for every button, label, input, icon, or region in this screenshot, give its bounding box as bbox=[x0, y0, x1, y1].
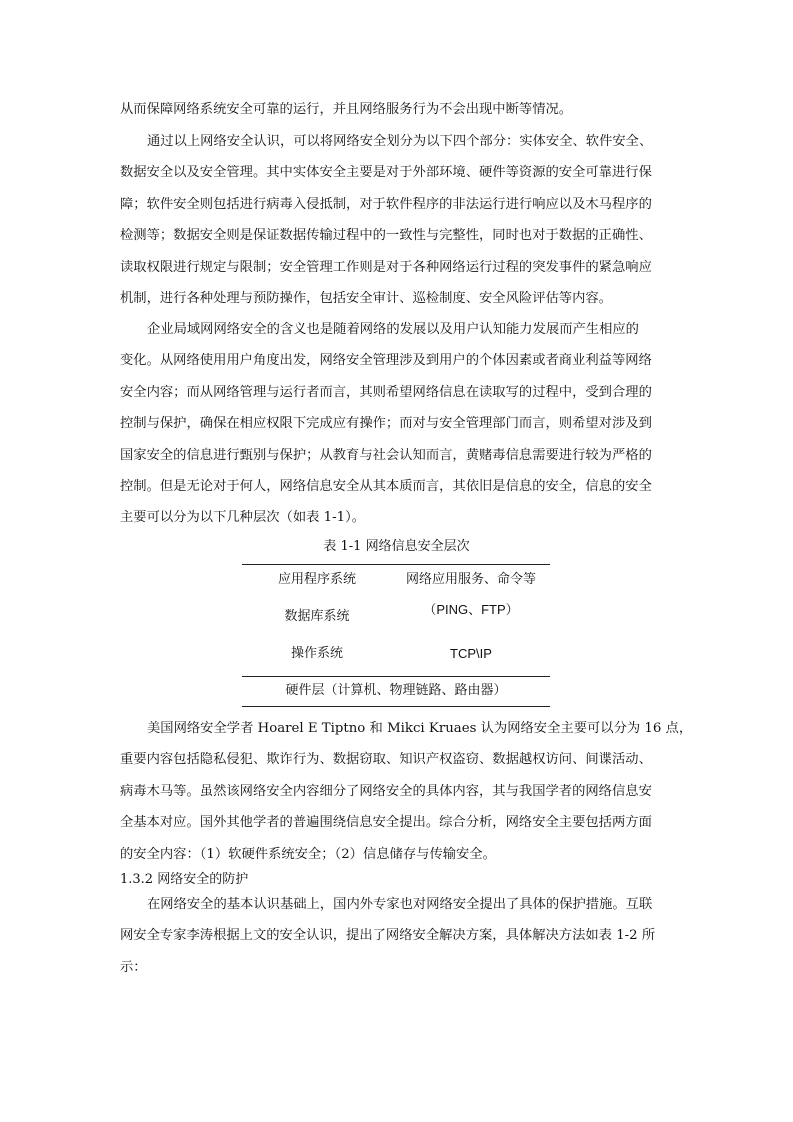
table-caption: 表 1-1 网络信息安全层次 bbox=[323, 539, 470, 554]
text-line: 重要内容包括隐私侵犯、欺诈行为、数据窃取、知识产权盗窃、数据越权访问、间谍活动、 bbox=[120, 752, 652, 768]
text-line: 全基本对应。国外其他学者的普遍围绕信息安全提出。综合分析，网络安全主要包括两方面 bbox=[120, 815, 652, 831]
paragraph bbox=[120, 126, 676, 314]
table-mid-rule bbox=[242, 676, 550, 677]
text-line: 检测等；数据安全则是保证数据传输过程中的一致性与完整性，同时也对于数据的正确性、 bbox=[120, 228, 652, 244]
table-bottom-rule bbox=[242, 706, 550, 707]
paragraph bbox=[120, 889, 676, 983]
text-line: 病毒木马等。虽然该网络安全内容细分了网络安全的具体内容，其与我国学者的网络信息安 bbox=[120, 783, 652, 799]
table-top-rule bbox=[242, 564, 550, 565]
text-line: 主要可以分为以下几种层次（如表 1-1）。 bbox=[120, 510, 366, 526]
text-line: 控制与保护，确保在相应权限下完成应有操作；而对与安全管理部门而言，则希望对涉及到 bbox=[120, 416, 652, 432]
text-line: 的安全内容：（1）软硬件系统安全；（2）信息储存与传输安全。 bbox=[120, 846, 496, 862]
text-line: 从而保障网络系统安全可靠的运行，并且网络服务行为不会出现中断等情况。 bbox=[120, 102, 573, 117]
text-line: 障；软件安全则包括进行病毒入侵抵制，对于软件程序的非法运行进行响应以及木马程序的 bbox=[120, 196, 652, 212]
text-line: 安全内容；而从网络管理与运行者而言，其则希望网络信息在读取写的过程中，受到合理的 bbox=[120, 384, 652, 400]
text-line: 国家安全的信息进行甄别与保护；从教育与社会认知而言，黄赌毒信息需要进行较为严格的 bbox=[120, 447, 652, 463]
text-line: 美国网络安全学者 Hoarel E Tiptno 和 Mikci Kruaes 认为网络安全主要可以分为 16 点， bbox=[147, 721, 693, 736]
text-line: 通过以上网络安全认识，可以将网络安全划分为以下四个部分：实体安全、软件安全、 bbox=[147, 134, 653, 149]
text-line: 企业局域网网络安全的含义也是随着网络的发展以及用户认知能力发展而产生相应的 bbox=[147, 322, 639, 337]
paragraph bbox=[120, 314, 676, 534]
text-line: 读取权限进行规定与限制；安全管理工作则是对于各种网络运行过程的突发事件的紧急响应 bbox=[120, 259, 652, 275]
text-line: 网安全专家李涛根据上文的安全认识，提出了网络安全解决方案，具体解决方法如表 1-2 所 bbox=[120, 928, 656, 944]
text-line: 控制。但是无论对于何人，网络信息安全从其本质而言，其依旧是信息的安全，信息的安全 bbox=[120, 479, 652, 495]
table-cell: （PING、FTP） bbox=[423, 602, 519, 617]
text-line: 在网络安全的基本认识基础上，国内外专家也对网络安全提出了具体的保护措施。互联 bbox=[147, 897, 653, 912]
table-cell: TCP\IP bbox=[450, 646, 492, 661]
text-line: 数据安全以及安全管理。其中实体安全主要是对于外部环境、硬件等资源的安全可靠进行保 bbox=[120, 165, 652, 181]
paragraph bbox=[120, 94, 676, 125]
text-line: 变化。从网络使用用户角度出发，网络安全管理涉及到用户的个体因素或者商业利益等网络 bbox=[120, 353, 652, 369]
table-cell: 网络应用服务、命令等 bbox=[405, 572, 536, 587]
text-line: 示： bbox=[120, 959, 147, 975]
table-cell: 硬件层（计算机、物理链路、路由器） bbox=[285, 683, 507, 698]
table-cell: 应用程序系统 bbox=[277, 572, 356, 587]
table-cell: 数据库系统 bbox=[284, 609, 350, 624]
paragraph bbox=[120, 713, 693, 870]
table-cell: 操作系统 bbox=[290, 646, 343, 661]
section-heading: 1.3.2 网络安全的防护 bbox=[120, 872, 249, 887]
text-line: 机制，进行各种处理与预防操作，包括安全审计、巡检制度、安全风险评估等内容。 bbox=[120, 291, 612, 307]
